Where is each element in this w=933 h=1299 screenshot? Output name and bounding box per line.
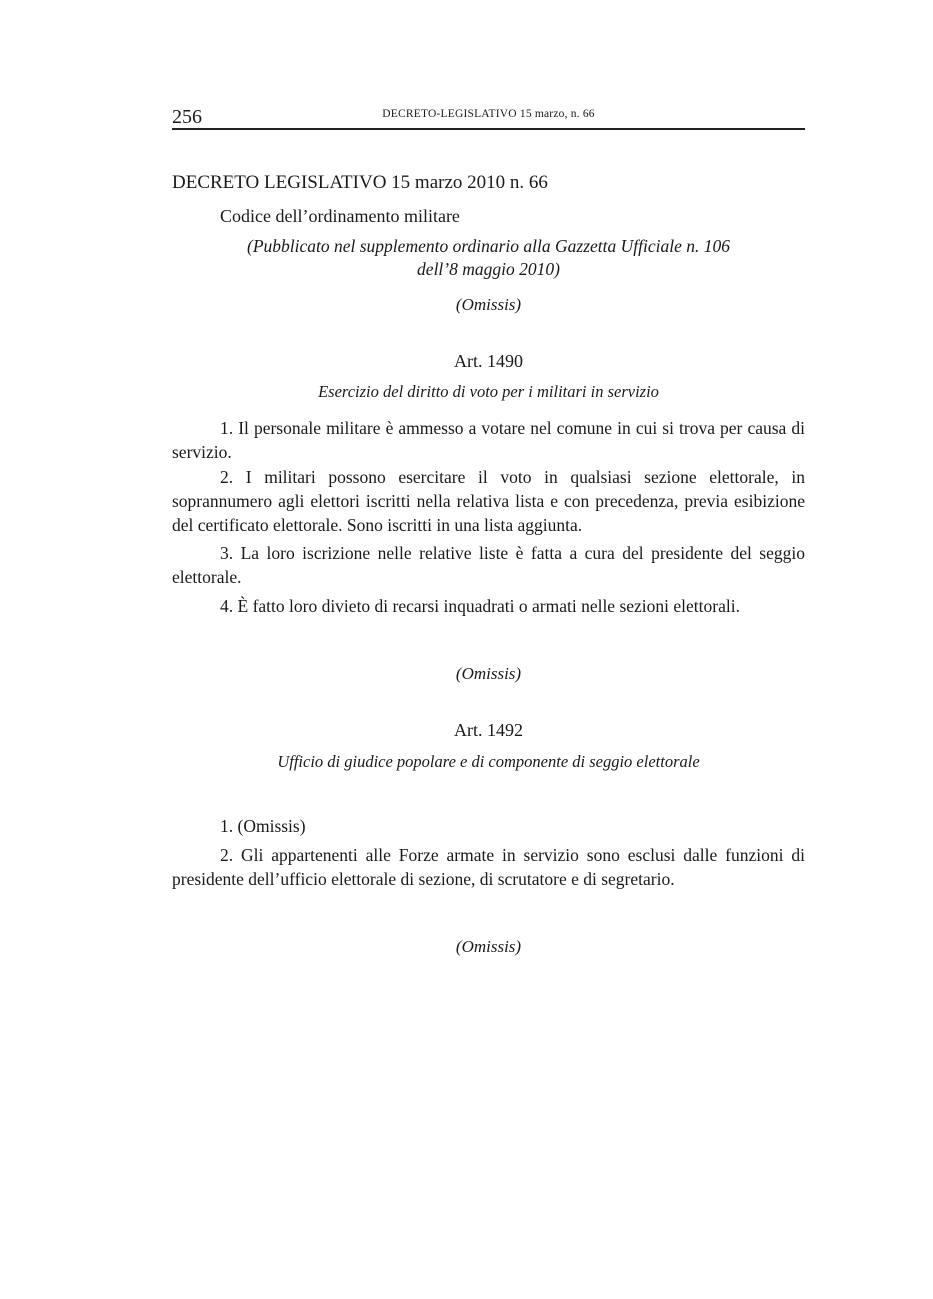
document-title: DECRETO LEGISLATIVO 15 marzo 2010 n. 66 <box>172 172 548 193</box>
publication-note-line1: (Pubblicato nel supplemento ordinario alla Gazzetta Ufficiale n. 106 <box>247 236 730 256</box>
article-1490-heading: Art. 1490 <box>454 351 523 371</box>
publication-note-line2: dell’8 maggio 2010) <box>417 259 560 279</box>
omissis-2: (Omissis) <box>455 664 522 683</box>
article-1492-heading: Art. 1492 <box>454 720 523 740</box>
article-1490-paragraph-3: 3. La loro iscrizione nelle relative liste è fatta a cura del presidente del seggio elettorale. <box>172 543 805 587</box>
omissis-3: (Omissis) <box>455 937 522 956</box>
article-1490-rubric: Esercizio del diritto di voto per i militari in servizio <box>318 382 659 401</box>
running-head: DECRETO-LEGISLATIVO 15 marzo, n. 66 <box>382 108 595 120</box>
article-1492-paragraph-1: 1. (Omissis) <box>220 816 306 836</box>
article-1492-paragraph-2: 2. Gli appartenenti alle Forze armate in servizio sono esclusi dalle funzioni di presidente dell’ufficio elettorale di sezione, di scrutatore e di segretario. <box>172 845 805 889</box>
article-1492-rubric: Ufficio di giudice popolare e di componente di seggio elettorale <box>277 752 700 771</box>
article-1490-paragraph-2: 2. I militari possono esercitare il voto in qualsiasi sezione elettorale, in soprannumero agli elettori iscritti nella relativa lista e con precedenza, previa esibizione del certificato elettorale. Sono iscritti in una lista aggiunta. <box>172 467 805 535</box>
article-1490-paragraph-1: 1. Il personale militare è ammesso a votare nel comune in cui si trova per causa di servizio. <box>172 418 805 462</box>
article-1490-paragraph-4: 4. È fatto loro divieto di recarsi inquadrati o armati nelle sezioni elettorali. <box>220 596 740 616</box>
document-subtitle: Codice dell’ordinamento militare <box>220 206 460 226</box>
page-number: 256 <box>172 106 202 128</box>
header-rule <box>172 128 805 130</box>
omissis-1: (Omissis) <box>455 295 522 314</box>
